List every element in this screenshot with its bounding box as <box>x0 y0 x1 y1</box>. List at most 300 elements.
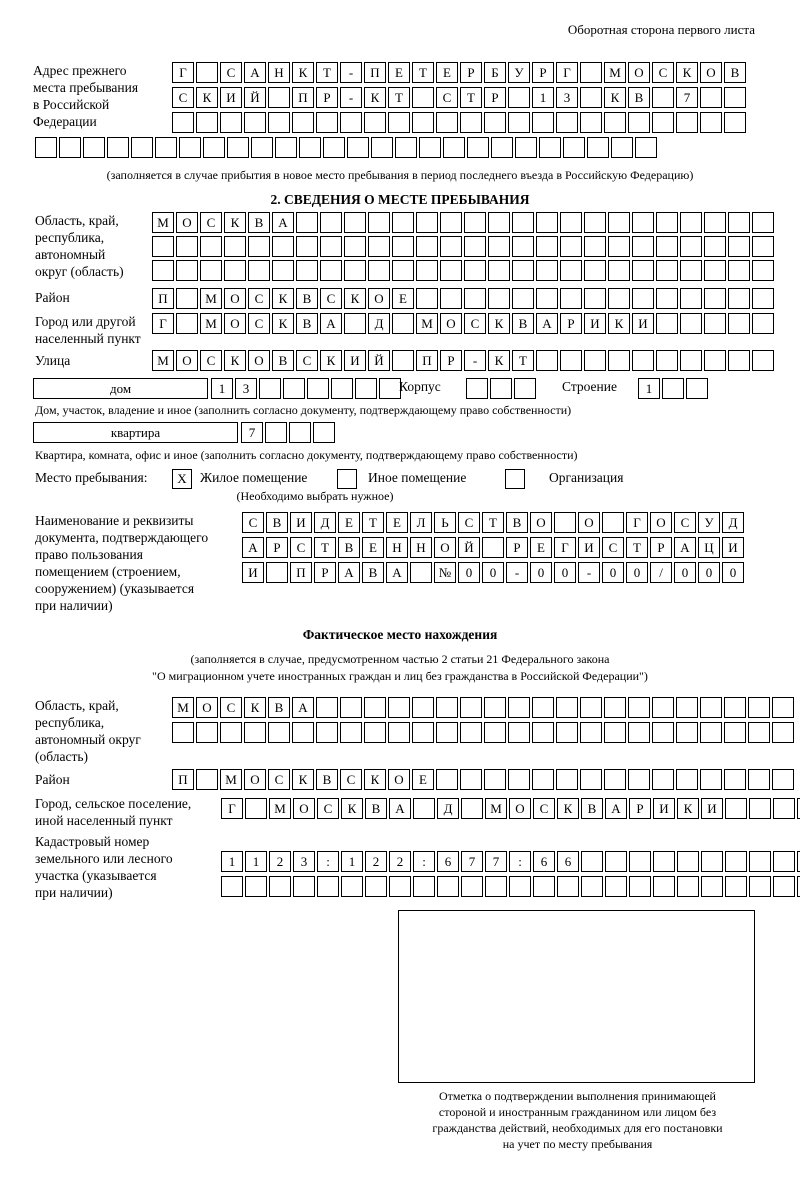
form-cell[interactable] <box>512 236 534 257</box>
form-cell[interactable] <box>628 697 650 718</box>
form-cell[interactable]: О <box>176 212 198 233</box>
prev-address-row-3[interactable] <box>172 112 748 133</box>
form-cell[interactable]: 1 <box>245 851 267 872</box>
form-cell[interactable]: В <box>268 697 290 718</box>
form-cell[interactable] <box>608 350 630 371</box>
form-cell[interactable]: - <box>340 62 362 83</box>
form-cell[interactable] <box>628 722 650 743</box>
document-row-3[interactable] <box>242 562 746 583</box>
form-cell[interactable]: О <box>293 798 315 819</box>
form-cell[interactable] <box>560 260 582 281</box>
form-cell[interactable]: 2 <box>269 851 291 872</box>
form-cell[interactable]: Е <box>386 512 408 533</box>
form-cell[interactable]: О <box>509 798 531 819</box>
form-cell[interactable] <box>539 137 561 158</box>
form-cell[interactable] <box>580 87 602 108</box>
form-cell[interactable] <box>752 313 774 334</box>
form-cell[interactable]: К <box>488 350 510 371</box>
form-cell[interactable]: Г <box>626 512 648 533</box>
form-cell[interactable]: С <box>242 512 264 533</box>
form-cell[interactable]: А <box>244 62 266 83</box>
form-cell[interactable]: А <box>386 562 408 583</box>
form-cell[interactable] <box>296 212 318 233</box>
form-cell[interactable]: М <box>220 769 242 790</box>
form-cell[interactable] <box>259 378 281 399</box>
form-cell[interactable] <box>608 260 630 281</box>
form-cell[interactable] <box>584 288 606 309</box>
form-cell[interactable] <box>653 851 675 872</box>
form-cell[interactable] <box>347 137 369 158</box>
form-cell[interactable]: О <box>196 697 218 718</box>
form-cell[interactable] <box>536 350 558 371</box>
form-cell[interactable]: А <box>605 798 627 819</box>
form-cell[interactable] <box>196 722 218 743</box>
form-cell[interactable]: К <box>244 697 266 718</box>
document-row-1[interactable] <box>242 512 746 533</box>
form-cell[interactable] <box>344 260 366 281</box>
form-cell[interactable]: 0 <box>602 562 624 583</box>
form-cell[interactable]: В <box>296 313 318 334</box>
form-cell[interactable]: С <box>436 87 458 108</box>
form-cell[interactable] <box>368 236 390 257</box>
form-cell[interactable]: О <box>650 512 672 533</box>
form-cell[interactable]: И <box>584 313 606 334</box>
form-cell[interactable] <box>83 137 105 158</box>
form-cell[interactable] <box>200 236 222 257</box>
form-cell[interactable]: А <box>536 313 558 334</box>
form-cell[interactable] <box>632 236 654 257</box>
form-cell[interactable]: Р <box>316 87 338 108</box>
form-cell[interactable] <box>196 112 218 133</box>
form-cell[interactable]: А <box>674 537 696 558</box>
form-cell[interactable] <box>728 350 750 371</box>
form-cell[interactable]: О <box>440 313 462 334</box>
cadastral-row-1[interactable] <box>221 851 800 872</box>
form-cell[interactable] <box>412 697 434 718</box>
form-cell[interactable] <box>584 260 606 281</box>
form-cell[interactable] <box>752 260 774 281</box>
form-cell[interactable] <box>748 769 770 790</box>
form-cell[interactable]: А <box>292 697 314 718</box>
section2-street-row[interactable] <box>152 350 776 371</box>
form-cell[interactable] <box>152 236 174 257</box>
form-cell[interactable] <box>313 422 335 443</box>
form-cell[interactable] <box>725 798 747 819</box>
form-cell[interactable]: 1 <box>638 378 660 399</box>
section3-region-row-1[interactable] <box>172 697 796 718</box>
form-cell[interactable] <box>176 313 198 334</box>
form-cell[interactable] <box>340 722 362 743</box>
form-cell[interactable]: Е <box>436 62 458 83</box>
form-cell[interactable]: 6 <box>557 851 579 872</box>
form-cell[interactable]: С <box>320 288 342 309</box>
form-cell[interactable]: - <box>340 87 362 108</box>
form-cell[interactable]: С <box>220 697 242 718</box>
form-cell[interactable]: К <box>677 798 699 819</box>
form-cell[interactable] <box>488 260 510 281</box>
form-cell[interactable]: С <box>340 769 362 790</box>
form-cell[interactable]: - <box>578 562 600 583</box>
form-cell[interactable] <box>749 798 771 819</box>
form-cell[interactable] <box>460 112 482 133</box>
form-cell[interactable] <box>251 137 273 158</box>
form-cell[interactable] <box>773 876 795 897</box>
form-cell[interactable]: 3 <box>556 87 578 108</box>
form-cell[interactable] <box>560 236 582 257</box>
form-cell[interactable] <box>340 112 362 133</box>
form-cell[interactable] <box>344 313 366 334</box>
form-cell[interactable] <box>632 350 654 371</box>
form-cell[interactable]: К <box>488 313 510 334</box>
form-cell[interactable] <box>485 876 507 897</box>
cadastral-row-2[interactable] <box>221 876 800 897</box>
form-cell[interactable]: Д <box>368 313 390 334</box>
form-cell[interactable]: И <box>722 537 744 558</box>
form-cell[interactable] <box>602 512 624 533</box>
form-cell[interactable] <box>724 87 746 108</box>
form-cell[interactable] <box>245 798 267 819</box>
form-cell[interactable] <box>752 236 774 257</box>
stamp-box[interactable] <box>398 910 755 1083</box>
stay-place-checkbox-other[interactable] <box>337 469 357 489</box>
form-cell[interactable] <box>580 722 602 743</box>
form-cell[interactable] <box>560 350 582 371</box>
form-cell[interactable] <box>581 851 603 872</box>
form-cell[interactable] <box>437 876 459 897</box>
form-cell[interactable] <box>724 697 746 718</box>
form-cell[interactable]: О <box>530 512 552 533</box>
form-cell[interactable]: П <box>364 62 386 83</box>
form-cell[interactable]: Т <box>362 512 384 533</box>
form-cell[interactable] <box>656 350 678 371</box>
form-cell[interactable] <box>388 697 410 718</box>
form-cell[interactable]: 0 <box>674 562 696 583</box>
form-cell[interactable]: Б <box>484 62 506 83</box>
form-cell[interactable] <box>704 212 726 233</box>
form-cell[interactable] <box>700 769 722 790</box>
form-cell[interactable] <box>292 722 314 743</box>
form-cell[interactable] <box>629 876 651 897</box>
form-cell[interactable] <box>728 236 750 257</box>
form-cell[interactable]: К <box>292 769 314 790</box>
form-cell[interactable] <box>107 137 129 158</box>
form-cell[interactable] <box>772 722 794 743</box>
form-cell[interactable] <box>320 236 342 257</box>
form-cell[interactable] <box>656 260 678 281</box>
form-cell[interactable] <box>728 288 750 309</box>
form-cell[interactable] <box>532 722 554 743</box>
form-cell[interactable]: К <box>608 313 630 334</box>
form-cell[interactable] <box>176 260 198 281</box>
form-cell[interactable] <box>701 876 723 897</box>
form-cell[interactable]: Р <box>650 537 672 558</box>
form-cell[interactable]: 1 <box>211 378 233 399</box>
section2-region-row-2[interactable] <box>152 236 776 257</box>
form-cell[interactable]: Л <box>410 512 432 533</box>
form-cell[interactable] <box>611 137 633 158</box>
form-cell[interactable]: В <box>316 769 338 790</box>
form-cell[interactable] <box>680 288 702 309</box>
form-cell[interactable]: И <box>632 313 654 334</box>
section2-region-row-3[interactable] <box>152 260 776 281</box>
form-cell[interactable] <box>413 798 435 819</box>
form-cell[interactable]: 2 <box>365 851 387 872</box>
form-cell[interactable]: П <box>416 350 438 371</box>
form-cell[interactable] <box>532 769 554 790</box>
form-cell[interactable] <box>224 236 246 257</box>
form-cell[interactable] <box>484 112 506 133</box>
form-cell[interactable]: 0 <box>626 562 648 583</box>
form-cell[interactable]: С <box>464 313 486 334</box>
form-cell[interactable] <box>244 112 266 133</box>
form-cell[interactable]: А <box>242 537 264 558</box>
form-cell[interactable] <box>413 876 435 897</box>
form-cell[interactable]: М <box>269 798 291 819</box>
form-cell[interactable]: К <box>292 62 314 83</box>
form-cell[interactable] <box>35 137 57 158</box>
document-row-2[interactable] <box>242 537 746 558</box>
form-cell[interactable]: Н <box>386 537 408 558</box>
form-cell[interactable] <box>556 769 578 790</box>
form-cell[interactable] <box>512 288 534 309</box>
form-cell[interactable] <box>340 697 362 718</box>
form-cell[interactable] <box>268 112 290 133</box>
form-cell[interactable] <box>584 350 606 371</box>
form-cell[interactable]: 1 <box>221 851 243 872</box>
form-cell[interactable] <box>466 378 488 399</box>
form-cell[interactable] <box>652 769 674 790</box>
form-cell[interactable]: К <box>224 350 246 371</box>
form-cell[interactable] <box>388 722 410 743</box>
form-cell[interactable] <box>316 722 338 743</box>
form-cell[interactable]: С <box>296 350 318 371</box>
form-cell[interactable]: С <box>172 87 194 108</box>
form-cell[interactable] <box>652 722 674 743</box>
form-cell[interactable] <box>512 212 534 233</box>
form-cell[interactable] <box>563 137 585 158</box>
form-cell[interactable]: С <box>290 537 312 558</box>
form-cell[interactable]: 1 <box>341 851 363 872</box>
form-cell[interactable] <box>628 769 650 790</box>
form-cell[interactable] <box>412 112 434 133</box>
form-cell[interactable]: 0 <box>530 562 552 583</box>
form-cell[interactable] <box>265 422 287 443</box>
form-cell[interactable] <box>416 260 438 281</box>
form-cell[interactable]: Т <box>626 537 648 558</box>
form-cell[interactable] <box>467 137 489 158</box>
form-cell[interactable] <box>436 112 458 133</box>
form-cell[interactable] <box>584 212 606 233</box>
form-cell[interactable]: К <box>364 769 386 790</box>
form-cell[interactable] <box>560 212 582 233</box>
stroenie-cells[interactable] <box>638 378 710 399</box>
form-cell[interactable] <box>268 722 290 743</box>
form-cell[interactable]: Г <box>554 537 576 558</box>
form-cell[interactable]: С <box>200 212 222 233</box>
form-cell[interactable] <box>656 288 678 309</box>
form-cell[interactable] <box>289 422 311 443</box>
form-cell[interactable]: М <box>604 62 626 83</box>
form-cell[interactable] <box>460 697 482 718</box>
form-cell[interactable] <box>773 798 795 819</box>
form-cell[interactable]: В <box>365 798 387 819</box>
form-cell[interactable] <box>587 137 609 158</box>
stay-place-checkbox-organization[interactable] <box>505 469 525 489</box>
form-cell[interactable] <box>605 851 627 872</box>
form-cell[interactable] <box>176 288 198 309</box>
form-cell[interactable]: Ц <box>698 537 720 558</box>
form-cell[interactable] <box>752 212 774 233</box>
form-cell[interactable]: М <box>200 288 222 309</box>
form-cell[interactable]: 0 <box>458 562 480 583</box>
form-cell[interactable]: Р <box>629 798 651 819</box>
form-cell[interactable] <box>245 876 267 897</box>
form-cell[interactable] <box>461 798 483 819</box>
form-cell[interactable]: Д <box>314 512 336 533</box>
form-cell[interactable]: У <box>508 62 530 83</box>
form-cell[interactable] <box>248 260 270 281</box>
form-cell[interactable] <box>461 876 483 897</box>
form-cell[interactable] <box>488 236 510 257</box>
form-cell[interactable] <box>410 562 432 583</box>
form-cell[interactable] <box>580 769 602 790</box>
form-cell[interactable] <box>676 697 698 718</box>
form-cell[interactable]: А <box>272 212 294 233</box>
form-cell[interactable] <box>536 212 558 233</box>
form-cell[interactable]: / <box>650 562 672 583</box>
form-cell[interactable] <box>632 260 654 281</box>
form-cell[interactable]: У <box>698 512 720 533</box>
form-cell[interactable] <box>379 378 401 399</box>
form-cell[interactable]: Н <box>410 537 432 558</box>
form-cell[interactable] <box>269 876 291 897</box>
form-cell[interactable] <box>176 236 198 257</box>
form-cell[interactable] <box>196 769 218 790</box>
form-cell[interactable] <box>652 87 674 108</box>
form-cell[interactable]: Е <box>362 537 384 558</box>
form-cell[interactable]: Й <box>244 87 266 108</box>
form-cell[interactable] <box>604 769 626 790</box>
form-cell[interactable]: С <box>248 313 270 334</box>
form-cell[interactable] <box>752 288 774 309</box>
form-cell[interactable] <box>508 112 530 133</box>
form-cell[interactable]: С <box>674 512 696 533</box>
form-cell[interactable] <box>536 260 558 281</box>
form-cell[interactable] <box>676 112 698 133</box>
form-cell[interactable] <box>680 236 702 257</box>
form-cell[interactable] <box>749 876 771 897</box>
form-cell[interactable] <box>196 62 218 83</box>
form-cell[interactable] <box>460 722 482 743</box>
form-cell[interactable] <box>728 212 750 233</box>
form-cell[interactable]: И <box>578 537 600 558</box>
form-cell[interactable] <box>200 260 222 281</box>
form-cell[interactable]: С <box>317 798 339 819</box>
form-cell[interactable] <box>368 260 390 281</box>
form-cell[interactable] <box>388 112 410 133</box>
form-cell[interactable] <box>364 722 386 743</box>
form-cell[interactable] <box>580 697 602 718</box>
form-cell[interactable]: С <box>652 62 674 83</box>
form-cell[interactable]: П <box>290 562 312 583</box>
form-cell[interactable] <box>700 87 722 108</box>
form-cell[interactable]: : <box>509 851 531 872</box>
form-cell[interactable]: В <box>628 87 650 108</box>
stay-place-checkbox-residential[interactable]: X <box>172 469 192 489</box>
form-cell[interactable]: 7 <box>676 87 698 108</box>
form-cell[interactable] <box>680 260 702 281</box>
form-cell[interactable]: П <box>172 769 194 790</box>
form-cell[interactable] <box>686 378 708 399</box>
form-cell[interactable]: С <box>458 512 480 533</box>
form-cell[interactable] <box>344 212 366 233</box>
form-cell[interactable] <box>464 260 486 281</box>
form-cell[interactable]: 6 <box>533 851 555 872</box>
form-cell[interactable] <box>416 288 438 309</box>
form-cell[interactable]: В <box>512 313 534 334</box>
form-cell[interactable] <box>514 378 536 399</box>
form-cell[interactable] <box>460 769 482 790</box>
form-cell[interactable] <box>604 112 626 133</box>
form-cell[interactable] <box>365 876 387 897</box>
section2-district-row[interactable] <box>152 288 776 309</box>
form-cell[interactable] <box>700 722 722 743</box>
form-cell[interactable] <box>227 137 249 158</box>
form-cell[interactable] <box>652 697 674 718</box>
form-cell[interactable]: К <box>224 212 246 233</box>
form-cell[interactable]: Й <box>368 350 390 371</box>
form-cell[interactable] <box>155 137 177 158</box>
form-cell[interactable]: В <box>581 798 603 819</box>
section3-region-row-2[interactable] <box>172 722 796 743</box>
form-cell[interactable] <box>283 378 305 399</box>
form-cell[interactable] <box>307 378 329 399</box>
form-cell[interactable]: Т <box>460 87 482 108</box>
form-cell[interactable] <box>680 313 702 334</box>
form-cell[interactable]: М <box>485 798 507 819</box>
section2-city-row[interactable] <box>152 313 776 334</box>
form-cell[interactable]: - <box>506 562 528 583</box>
form-cell[interactable] <box>608 288 630 309</box>
form-cell[interactable]: О <box>628 62 650 83</box>
form-cell[interactable] <box>371 137 393 158</box>
form-cell[interactable]: С <box>200 350 222 371</box>
form-cell[interactable]: Т <box>412 62 434 83</box>
form-cell[interactable]: 3 <box>235 378 257 399</box>
form-cell[interactable] <box>464 236 486 257</box>
form-cell[interactable]: К <box>676 62 698 83</box>
form-cell[interactable] <box>580 62 602 83</box>
prev-address-row-2[interactable] <box>172 87 748 108</box>
form-cell[interactable] <box>331 378 353 399</box>
form-cell[interactable] <box>364 112 386 133</box>
form-cell[interactable] <box>628 112 650 133</box>
form-cell[interactable]: С <box>268 769 290 790</box>
form-cell[interactable]: 0 <box>698 562 720 583</box>
form-cell[interactable]: Р <box>440 350 462 371</box>
form-cell[interactable] <box>656 236 678 257</box>
form-cell[interactable] <box>680 350 702 371</box>
form-cell[interactable]: Т <box>388 87 410 108</box>
form-cell[interactable] <box>392 313 414 334</box>
form-cell[interactable]: : <box>413 851 435 872</box>
form-cell[interactable] <box>392 260 414 281</box>
form-cell[interactable] <box>556 697 578 718</box>
form-cell[interactable] <box>536 236 558 257</box>
form-cell[interactable]: К <box>196 87 218 108</box>
form-cell[interactable]: Т <box>482 512 504 533</box>
form-cell[interactable]: В <box>272 350 294 371</box>
